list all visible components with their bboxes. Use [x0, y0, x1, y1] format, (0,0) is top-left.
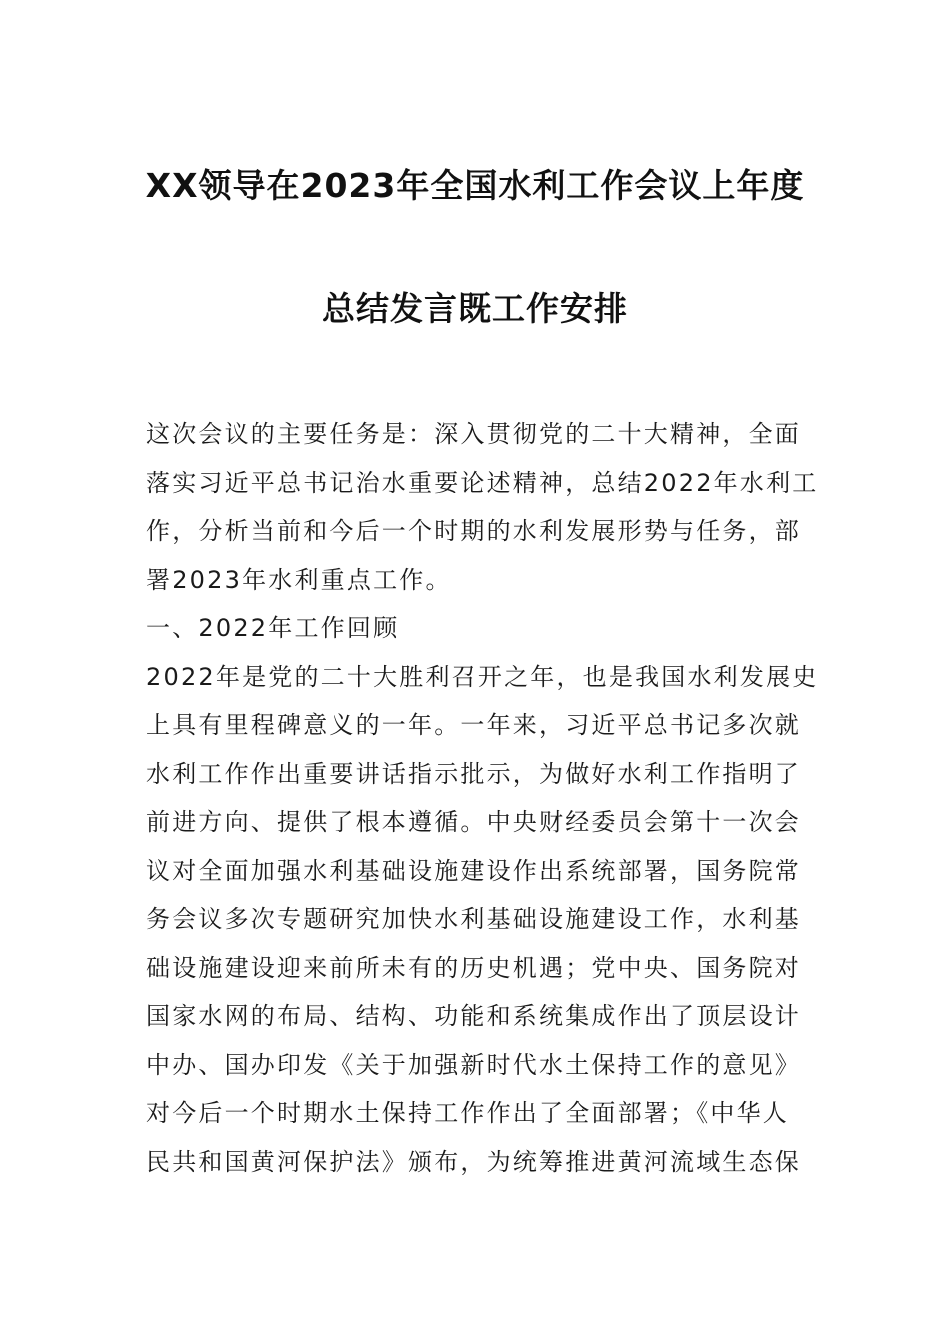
section-heading: 一、2022年工作回顾	[146, 614, 400, 642]
body-line: 中办、国办印发《关于加强新时代水土保持工作的意见》	[146, 1050, 801, 1079]
body-line: 作，分析当前和今后一个时期的水利发展形势与任务，部	[146, 517, 801, 545]
body-line: 2022年是党的二十大胜利召开之年，也是我国水利发展史	[146, 662, 819, 691]
body-line: 前进方向、提供了根本遵循。中央财经委员会第十一次会	[146, 808, 801, 836]
body-line: 国家水网的布局、结构、功能和系统集成作出了顶层设计	[146, 1002, 801, 1030]
body-line: 水利工作作出重要讲话指示批示，为做好水利工作指明了	[146, 759, 801, 788]
body-line: 署2023年水利重点工作。	[146, 565, 452, 594]
body-line: 上具有里程碑意义的一年。一年来，习近平总书记多次就	[146, 711, 801, 739]
body-line: 这次会议的主要任务是：深入贯彻党的二十大精神，全面	[146, 420, 801, 448]
document-title-line-1: XX领导在2023年全国水利工作会议上年度	[145, 166, 805, 205]
body-line: 民共和国黄河保护法》颁布，为统筹推进黄河流域生态保	[146, 1147, 801, 1176]
body-line: 议对全面加强水利基础设施建设作出系统部署，国务院常	[146, 856, 801, 885]
body-line: 务会议多次专题研究加快水利基础设施建设工作，水利基	[146, 905, 801, 933]
document-title-line-2: 总结发言既工作安排	[322, 289, 628, 328]
document-body	[146, 410, 819, 1186]
body-line: 落实习近平总书记治水重要论述精神，总结2022年水利工	[146, 468, 819, 497]
body-line: 对今后一个时期水土保持工作作出了全面部署；《中华人	[146, 1099, 789, 1127]
body-line: 础设施建设迎来前所未有的历史机遇；党中央、国务院对	[146, 953, 801, 982]
